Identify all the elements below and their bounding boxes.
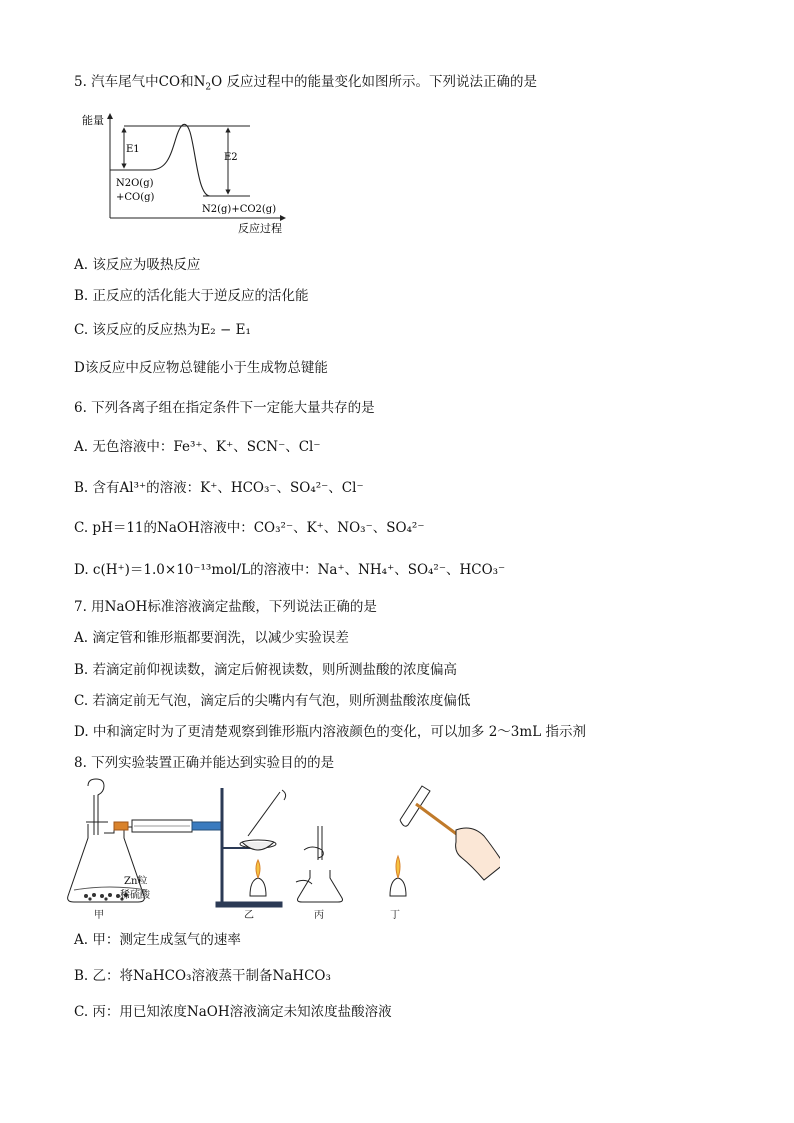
hand [304, 847, 323, 858]
q8-option-b: B. 乙：将NaHCO₃溶液蒸干制备NaHCO₃ [74, 968, 331, 984]
q6-stem: 6. 下列各离子组在指定条件下一定能大量共存的是 [74, 400, 375, 416]
q5-stem-co: CO [158, 74, 181, 90]
q5-option-d: D该反应中反应物总键能小于生成物总键能 [74, 360, 328, 376]
apparatus-ding [390, 786, 500, 896]
q5-option-c [74, 320, 251, 340]
label-bing: 丙 [314, 910, 324, 921]
test-tube [400, 786, 430, 826]
energy-diagram [78, 108, 308, 238]
label-yi: 乙 [244, 910, 254, 921]
flame-ding [396, 856, 400, 878]
q7-option-c: C. 若滴定前无气泡，滴定后的尖嘴内有气泡，则所测盐酸浓度偏低 [74, 693, 471, 709]
q7-option-b: B. 若滴定前仰视读数，滴定后俯视读数，则所测盐酸的浓度偏高 [74, 662, 458, 678]
q5-option-b: B. 正反应的活化能大于逆反应的活化能 [74, 288, 309, 304]
titration-flask [298, 870, 343, 902]
reactants-label-1: N2O(g) [116, 178, 154, 189]
q5-stem-pre: 5. 汽车尾气中 [74, 74, 159, 90]
q5-stem-n: N [193, 74, 206, 90]
zn-label: Zn粒 [124, 876, 148, 887]
q5-stem [74, 72, 537, 98]
q6-option-d: D. c(H⁺)＝1.0×10⁻¹³mol/L的溶液中：Na⁺、NH₄⁺、SO₄²⁻、HCO₃⁻ [74, 562, 506, 578]
q6-option-c: C. pH＝11的NaOH溶液中：CO₃²⁻、K⁺、NO₃⁻、SO₄²⁻ [74, 520, 425, 536]
x-axis-label: 反应过程 [238, 222, 282, 235]
alcohol-lamp [250, 878, 266, 896]
q7-stem: 7. 用NaOH标准溶液滴定盐酸，下列说法正确的是 [74, 599, 377, 615]
rubber-tube [114, 822, 128, 830]
q7-option-a: A. 滴定管和锥形瓶都要润洗，以减少实验误差 [74, 630, 349, 646]
q8-option-a: A. 甲：测定生成氢气的速率 [74, 932, 241, 948]
apparatus-figure [60, 778, 500, 923]
q5-stem-and: 和 [180, 74, 194, 90]
q5-stem-o: O [211, 74, 223, 90]
q8-option-c: C. 丙：用已知浓度NaOH溶液滴定未知浓度盐酸溶液 [74, 1004, 392, 1020]
q5-option-c-text: C. 该反应的反应热为 [74, 322, 201, 338]
q5-option-a: A. 该反应为吸热反应 [74, 257, 201, 273]
y-axis-label: 能量 [82, 114, 104, 127]
stand-base [216, 902, 282, 907]
products-label: N2(g)+CO2(g) [202, 204, 277, 215]
q6-option-a: A. 无色溶液中：Fe³⁺、K⁺、SCN⁻、Cl⁻ [74, 439, 321, 455]
q5-stem-post: 反应过程中的能量变化如图所示。下列说法正确的是 [226, 74, 537, 90]
syringe-plunger [192, 822, 222, 830]
thistle-funnel [88, 779, 104, 835]
glass-rod [248, 792, 280, 836]
acid-label: 稀硫酸 [120, 890, 150, 901]
q8-stem: 8. 下列实验装置正确并能达到实验目的的是 [74, 755, 335, 771]
apparatus-bing [296, 826, 343, 902]
e1-label: E1 [126, 144, 140, 155]
reactants-label-2: +CO(g) [116, 192, 155, 203]
label-jia: 甲 [94, 910, 104, 921]
q5-option-c-expr: E₂ − E₁ [200, 322, 251, 338]
alcohol-lamp-ding [390, 878, 406, 896]
flame-yi [256, 860, 260, 878]
label-ding: 丁 [390, 910, 400, 921]
energy-curve [150, 124, 210, 196]
q7-option-d: D. 中和滴定时为了更清楚观察到锥形瓶内溶液颜色的变化，可以加多 2～3mL 指示剂 [74, 724, 586, 740]
e2-label: E2 [224, 152, 238, 163]
apparatus-yi [216, 788, 286, 907]
hand-ding [456, 828, 500, 880]
q5-stem-sub: 2 [205, 82, 212, 93]
q6-option-b: B. 含有Al³⁺的溶液：K⁺、HCO₃⁻、SO₄²⁻、Cl⁻ [74, 480, 364, 496]
